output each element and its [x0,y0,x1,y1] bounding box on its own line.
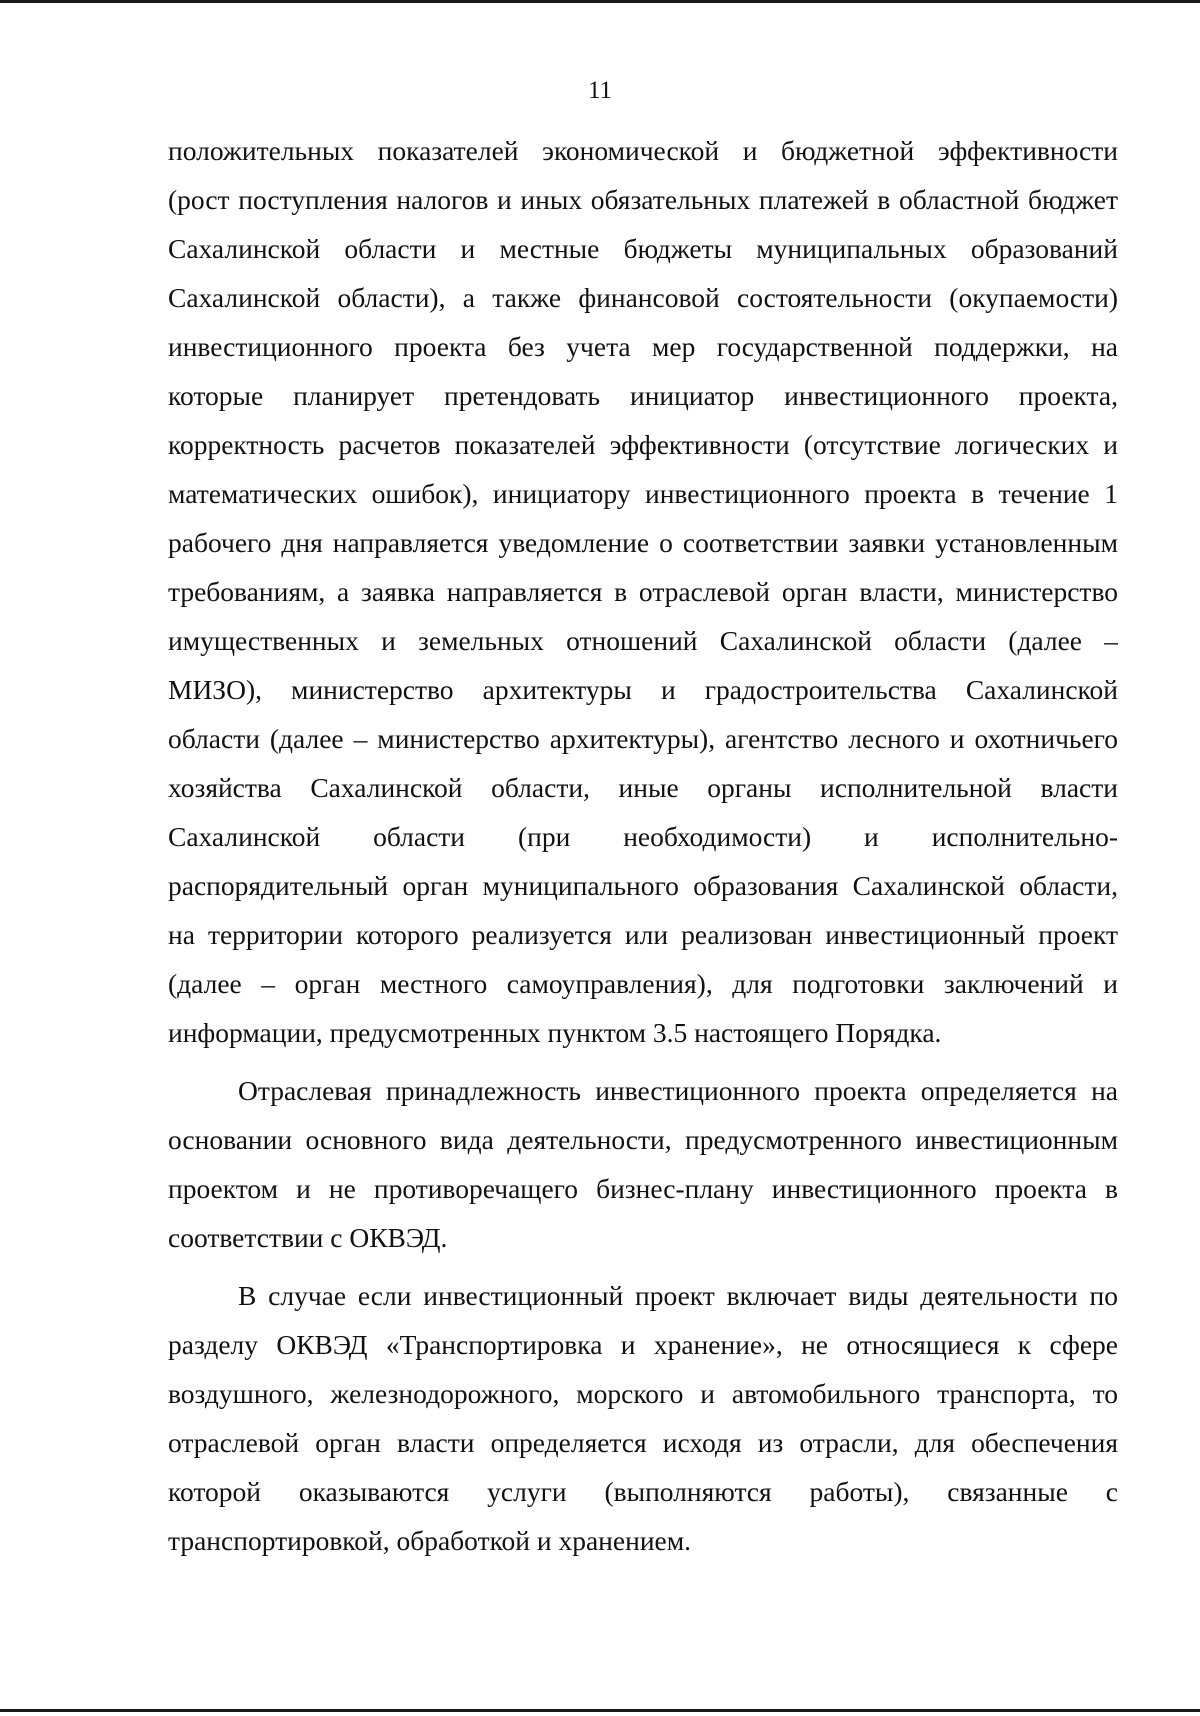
text-line: инвестиционного проекта без учета мер государственной поддержки, на [168,331,1118,362]
text-line: Отраслевая принадлежность инвестиционного проекта определяется на [238,1075,1118,1106]
text-line: математических ошибок), инициатору инвестиционного проекта в течение 1 [168,478,1118,509]
text-line: которой оказываются услуги (выполняются работы), связанные с [168,1476,1118,1507]
text-line: (рост поступления налогов и иных обязательных платежей в областной бюджет [168,184,1118,215]
scan-edge-bottom [0,1709,1200,1712]
text-line: В случае если инвестиционный проект включает виды деятельности по [238,1280,1118,1311]
text-line: МИЗО), министерство архитектуры и градостроительства Сахалинской [168,674,1118,705]
document-body [168,126,1118,1565]
text-line: которые планирует претендовать инициатор инвестиционного проекта, [168,380,1118,411]
paragraph-1 [168,126,1118,1057]
text-line: воздушного, железнодорожного, морского и автомобильного транспорта, то [168,1378,1118,1409]
text-line: требованиям, а заявка направляется в отраслевой орган власти, министерство [168,576,1118,607]
text-line: рабочего дня направляется уведомление о соответствии заявки установленным [168,527,1118,558]
text-line: соответствии с ОКВЭД. [168,1222,448,1253]
text-line: корректность расчетов показателей эффективности (отсутствие логических и [168,429,1118,460]
text-line: на территории которого реализуется или реализован инвестиционный проект [168,919,1118,950]
text-line: хозяйства Сахалинской области, иные органы исполнительной власти [168,772,1118,803]
page-number: 11 [587,77,613,104]
scan-edge-top [0,0,1200,3]
text-line: отраслевой орган власти определяется исходя из отрасли, для обеспечения [168,1427,1118,1458]
paragraph-2 [168,1066,1118,1262]
text-line: распорядительный орган муниципального образования Сахалинской области, [168,870,1118,901]
text-line: разделу ОКВЭД «Транспортировка и хранение», не относящиеся к сфере [168,1329,1118,1360]
text-line: (далее – орган местного самоуправления), для подготовки заключений и [168,968,1118,999]
text-line: Сахалинской области и местные бюджеты муниципальных образований [168,233,1118,264]
text-line: положительных показателей экономической и бюджетной эффективности [168,135,1118,166]
text-line: области (далее – министерство архитектуры), агентство лесного и охотничьего [168,723,1118,754]
text-line: транспортировкой, обработкой и хранением. [168,1525,692,1556]
text-line: Сахалинской области), а также финансовой состоятельности (окупаемости) [168,282,1118,313]
paragraph-3 [168,1271,1118,1565]
text-line: информации, предусмотренных пунктом 3.5 настоящего Порядка. [168,1017,942,1048]
text-line: имущественных и земельных отношений Сахалинской области (далее – [168,625,1118,656]
text-line: Сахалинской области (при необходимости) и исполнительно- [168,821,1118,852]
text-line: основании основного вида деятельности, предусмотренного инвестиционным [168,1124,1118,1155]
text-line: проектом и не противоречащего бизнес-плану инвестиционного проекта в [168,1173,1118,1204]
